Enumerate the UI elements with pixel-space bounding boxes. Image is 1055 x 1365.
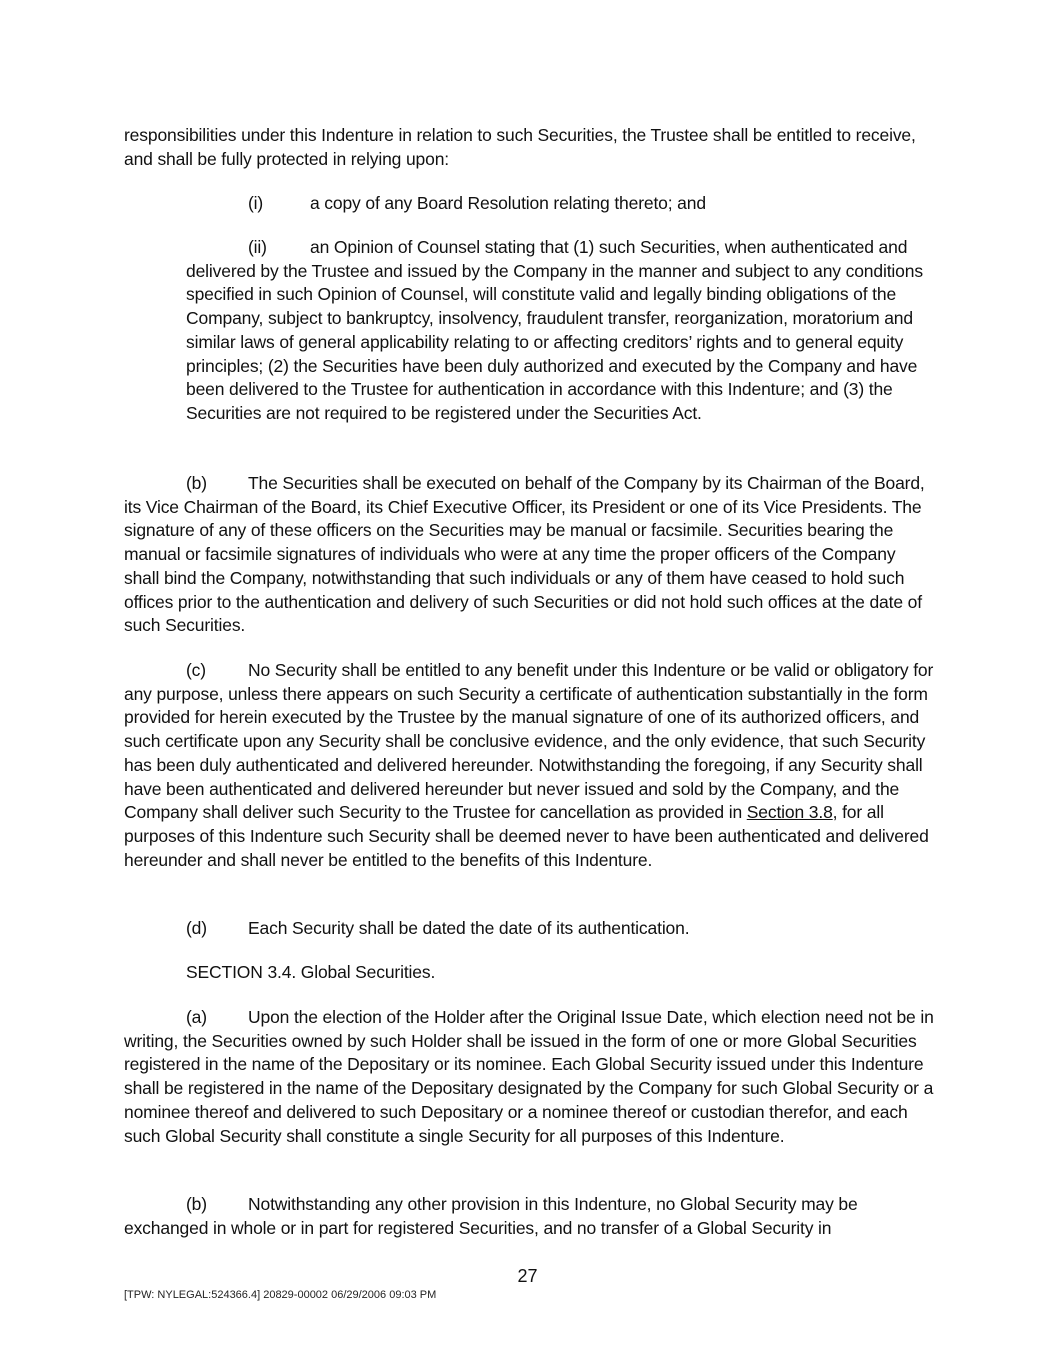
item-i-label: (i)	[248, 193, 264, 213]
section-heading	[124, 961, 934, 985]
footer-document-id: [TPW: NYLEGAL:524366.4] 20829-00002 06/29/2006 09:03 PM	[124, 1289, 437, 1301]
paragraph-d-text: Each Security shall be dated the date of its authentication.	[248, 918, 690, 938]
paragraph-b	[124, 472, 934, 638]
item-i-text: a copy of any Board Resolution relating thereto; and	[310, 193, 706, 213]
item-ii	[186, 236, 934, 426]
paragraph-b-global-text: Notwithstanding any other provision in this Indenture, no Global Security may be exchanged in whole or in part for registered Securities, and no transfer of a Global Security in	[124, 1194, 858, 1238]
paragraph-b-text: The Securities shall be executed on behalf of the Company by its Chairman of the Board, its Vice Chairman of the Board, its Chief Executive Officer, its President or one of its Vice Presidents. The signature of any of these officers on the Securities may be manual or facsimile. Securities bearing the manual or facsimile signatures of individuals who were at any time the proper officers of the Company shall bind the Company, notwithstanding that such individuals or any of them have ceased to hold such offices prior to the authentication and delivery of such Securities or did not hold such offices at the date of such Securities.	[124, 473, 925, 636]
paragraph-c-label: (c)	[186, 660, 206, 680]
paragraph-c	[124, 659, 934, 872]
paragraph-b-global	[124, 1193, 934, 1240]
item-ii-label: (ii)	[248, 237, 267, 257]
paragraph-a-global	[124, 1006, 934, 1148]
paragraph-b-label: (b)	[186, 473, 207, 493]
item-i	[248, 192, 938, 216]
paragraph-d	[124, 917, 934, 941]
paragraph-a-global-text: Upon the election of the Holder after the Original Issue Date, which election need not be in writing, the Securities owned by such Holder shall be issued in the form of one or more Global Securities registered in the name of the Depositary or its nominee. Each Global Security issued under this Indenture shall be registered in the name of the Depositary designated by the Company for such Global Security or a nominee thereof and delivered to such Depositary or a nominee thereof or custodian therefor, and each such Global Security shall constitute a single Security for all purposes of this Indenture.	[124, 1007, 934, 1146]
paragraph-c-text-after: , for all purposes of this Indenture such Security shall be deemed never to have been authenticated and delivered hereunder and shall never be entitled to the benefits of this Indenture.	[124, 802, 929, 870]
item-ii-text: an Opinion of Counsel stating that (1) such Securities, when authenticated and delivered by the Trustee and issued by the Company in the manner and subject to any conditions specified in such Opinion of Counsel, will constitute valid and legally binding obligations of the Company, subject to bankruptcy, insolvency, fraudulent transfer, reorganization, moratorium and similar laws of general applicability relating to or affecting creditors’ rights and to general equity principles; (2) the Securities have been duly authorized and executed by the Company and have been delivered to the Trustee for authentication in accordance with this Indenture; and (3) the Securities are not required to be registered under the Securities Act.	[186, 237, 923, 423]
section-heading-text: SECTION 3.4. Global Securities.	[186, 962, 436, 982]
intro-text: responsibilities under this Indenture in relation to such Securities, the Trustee shall be entitled to receive, and shall be fully protected in relying upon:	[124, 125, 916, 169]
section-reference-link[interactable]: Section 3.8	[746, 802, 833, 823]
page-number: 27	[517, 1266, 538, 1286]
intro-paragraph	[124, 124, 934, 171]
paragraph-c-text-before: No Security shall be entitled to any benefit under this Indenture or be valid or obligatory for any purpose, unless there appears on such Security a certificate of authentication substantially in the form provided for herein executed by the Trustee by the manual signature of one of its authorized officers, and such certificate upon any Security shall be conclusive evidence, and the only evidence, that such Security has been duly authenticated and delivered hereunder. Notwithstanding the foregoing, if any Security shall have been authenticated and delivered hereunder but never issued and sold by the Company, and the Company shall deliver such Security to the Trustee for cancellation as provided in	[124, 660, 934, 823]
paragraph-d-label: (d)	[186, 918, 207, 938]
paragraph-a-global-label: (a)	[186, 1007, 207, 1027]
paragraph-b-global-label: (b)	[186, 1194, 207, 1214]
